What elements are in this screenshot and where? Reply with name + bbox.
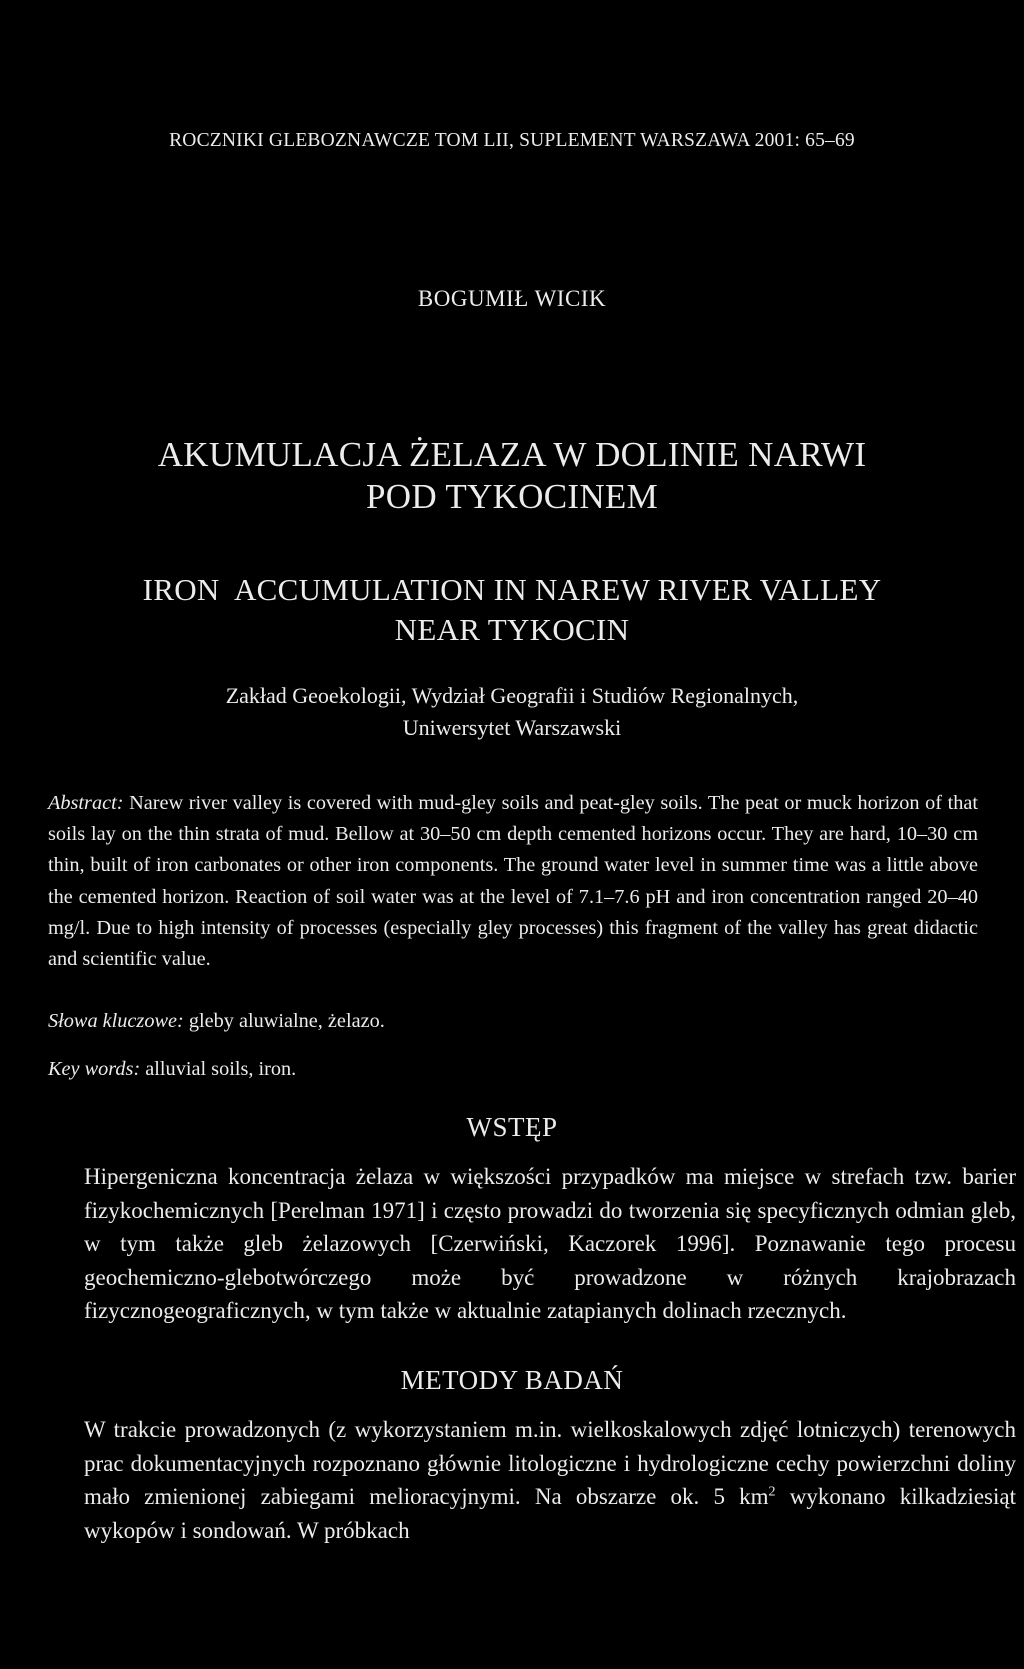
keywords-polish (48, 1010, 385, 1033)
keywords-english (48, 1058, 296, 1081)
title-english (0, 570, 1024, 650)
section-heading-introduction: WSTĘP (466, 1112, 558, 1142)
abstract-text: Narew river valley is covered with mud-gley soils and peat-gley soils. The peat or muck horizon of that soils lay on the thin strata of mud. Bellow at 30–50 cm depth cemented horizons occur. They are hard, 10–30 cm thin, built of iron carbonates or other iron components. The ground water level in summer time was a little above the cemented horizon. Reaction of soil water was at the level of 7.1–7.6 pH and iron concentration ranged 20–40 mg/l. Due to high intensity of processes (especially gley processes) this fragment of the valley has great didactic and scientific value. (48, 792, 978, 971)
title-polish-line: AKUMULACJA ŻELAZA W DOLINIE NARWI (157, 435, 867, 474)
affiliation (0, 680, 1024, 744)
title-english-line: NEAR TYKOCIN (394, 612, 630, 647)
author-name: BOGUMIŁ WICIK (417, 286, 607, 311)
section-heading-methods: METODY BADAŃ (400, 1365, 624, 1395)
title-polish (0, 434, 1024, 518)
methods-text-part: W trakcie prowadzonych (z wykorzystaniem m.in. wielkoskalowych zdjęć lotniczych) terenowych prac dokumentacyjnych rozpoznano głównie litologiczne i hydrologiczne cechy powierzchni doliny mało zmienionej zabiegami melioracyjnymi. Na obszarze ok. 5 km (84, 1417, 1016, 1509)
affiliation-line: Uniwersytet Warszawski (402, 715, 622, 740)
keywords-polish-text: gleby aluwialne, żelazo. (188, 1010, 385, 1032)
abstract (48, 788, 978, 975)
affiliation-line: Zakład Geoekologii, Wydział Geografii i Studiów Regionalnych, (225, 683, 799, 708)
section-body-introduction: Hipergeniczna koncentracja żelaza w większości przypadków ma miejsce w strefach tzw. barier fizykochemicznych [Perelman 1971] i często prowadzi do tworzenia się specyficznych odmian gleb, w tym także gleb żelazowych [Czerwiński, Kaczorek 1996]. Poznawanie tego procesu geochemiczno-glebotwórczego może być prowadzone w różnych krajobrazach fizycznogeograficznych, w tym także w aktualnie zatapianych dolinach rzecznych. (84, 1164, 1016, 1323)
journal-header: ROCZNIKI GLEBOZNAWCZE TOM LII, SUPLEMENT WARSZAWA 2001: 65–69 (169, 130, 855, 151)
keywords-polish-label: Słowa kluczowe: (48, 1010, 184, 1032)
title-polish-line: POD TYKOCINEM (365, 477, 659, 516)
methods-text-part: wykonano kilkadziesiąt wykopów i sondowań. W próbkach (84, 1484, 1016, 1543)
section-body-methods (48, 1413, 1016, 1547)
keywords-english-text: alluvial soils, iron. (145, 1058, 297, 1080)
abstract-label: Abstract: (48, 792, 124, 814)
keywords-english-label: Key words: (48, 1058, 141, 1080)
title-english-line: IRON ACCUMULATION IN NAREW RIVER VALLEY (142, 572, 882, 607)
superscript: 2 (768, 1484, 776, 1500)
